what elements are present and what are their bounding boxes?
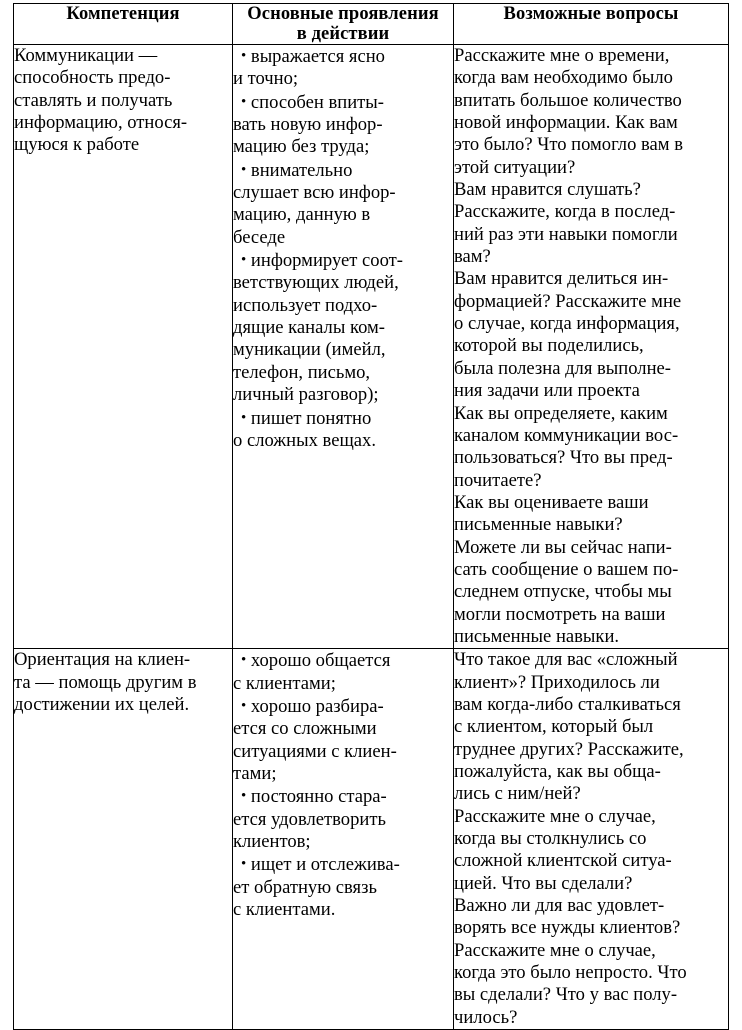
competency-cell [14,649,233,1030]
text-line: письменные навыки? [454,514,623,536]
text-line: муникации (имейл, [233,339,386,361]
text-line: личный разговор); [233,384,379,406]
list-item-label: внимательно [246,159,353,181]
text-line [233,649,453,672]
text-line: ветствующих людей, [233,272,399,294]
bullet-icon: • [241,409,247,426]
table-row [14,649,729,1030]
text-line: Расскажите мне о случае, [454,805,656,827]
text-line: ний раз эти навыки помогли [454,223,678,245]
list-item [233,649,453,695]
table-header [14,4,729,45]
text-line: письменные навыки. [454,625,620,647]
list-item-label: хорошо общается [246,650,391,672]
text-line [233,45,453,68]
text-line [233,407,453,430]
text-line: Как вы оцениваете ваши [454,491,649,513]
table-body [14,45,729,1030]
bullet-icon: • [241,93,247,110]
header-line: в действии [296,24,390,44]
competency-text [14,45,232,157]
list-item-label: ищет и отслежива- [246,854,400,876]
list-item-label: постоянно стара- [246,786,387,808]
header-row [14,4,729,45]
list-item [233,249,453,406]
text-line: новой информации. Как вам [454,112,678,134]
text-line: следнем отпуске, чтобы мы [454,581,672,603]
list-item [233,853,453,921]
text-line: пользоваться? Что вы пред- [454,447,673,469]
text-line: Можете ли вы сейчас напи- [454,536,672,558]
text-line [233,853,453,876]
text-line: вам когда-либо сталкиваться [454,693,681,715]
text-line: могли посмотреть на ваши [454,603,666,625]
header-line: Основные проявления [247,4,439,24]
text-line: с клиентом, который был [454,716,654,738]
text-line: каналом коммуникации вос- [454,424,679,446]
text-line: Расскажите мне о случае, [454,939,656,961]
text-line: Как вы определяете, каким [454,402,668,424]
text-line: мацию без труда; [233,136,370,158]
text-line: телефон, письмо, [233,361,371,383]
text-line: Ориентация на клиен- [14,649,191,671]
list-item [233,91,453,159]
text-line: вам? [454,246,491,268]
competency-text [14,649,232,716]
text-line: и точно; [233,68,299,90]
text-line: способность предо- [14,67,171,89]
text-line: слушает всю инфор- [233,182,396,204]
text-line: о сложных вещах. [233,429,376,451]
text-line: вать новую инфор- [233,114,383,136]
questions-text [454,649,728,1029]
text-line: клиентов; [233,831,311,853]
text-line [233,159,453,182]
list-item [233,159,453,249]
text-line: Вам нравится делиться ин- [454,268,669,290]
text-line: Коммуникации — [14,45,158,66]
text-line: когда вы столкнулись со [454,828,647,850]
text-line: когда это было непросто. Что [454,962,687,984]
text-line: Расскажите, когда в послед- [454,201,676,223]
text-line: которой вы поделились, [454,335,644,357]
text-line: щуюся к работе [14,134,140,156]
text-line: Важно ли для вас удовлет- [454,895,665,917]
text-line: была полезна для выполне- [454,357,671,379]
behaviour-list [233,45,453,452]
text-line [233,695,453,718]
column-header-questions [454,4,729,45]
list-item [233,45,453,91]
questions-text [454,45,728,648]
text-line: ворять все нужды клиентов? [454,917,681,939]
bullet-icon: • [241,788,247,805]
competency-cell [14,45,233,649]
list-item [233,695,453,785]
text-line: ется удовлетворить [233,808,386,830]
text-line [233,249,453,272]
bullet-icon: • [241,697,247,714]
text-line: клиент»? Приходилось ли [454,671,660,693]
text-line: та — помощь другим в [14,671,197,693]
behaviours-cell [233,649,454,1030]
text-line: этой ситуации? [454,156,576,178]
list-item [233,785,453,853]
text-line: чилось? [454,1006,518,1028]
text-line: впитать большое количество [454,89,682,111]
text-line [233,91,453,114]
text-line: достижении их целей. [14,693,190,715]
text-line: с клиентами. [233,899,336,921]
text-line: цией. Что вы сделали? [454,872,633,894]
list-item [233,407,453,453]
text-line: вы сделали? Что у вас полу- [454,984,678,1006]
text-line [233,785,453,808]
bullet-icon: • [241,161,247,178]
text-line: формацией? Расскажите мне [454,290,682,312]
questions-cell [454,45,729,649]
bullet-icon: • [241,252,247,269]
column-header-behaviours [233,4,454,45]
text-line: сложной клиентской ситуа- [454,850,672,872]
text-line: мацию, данную в [233,204,371,226]
competency-table [13,3,729,1030]
list-item-label: пишет понятно [246,407,372,429]
list-item-label: информирует соот- [246,250,403,272]
behaviours-cell [233,45,454,649]
text-line: Расскажите мне о времени, [454,45,670,66]
table-row [14,45,729,649]
text-line: лись с ним/ней? [454,783,581,805]
text-line: Вам нравится слушать? [454,179,641,201]
bullet-icon: • [241,856,247,873]
text-line: ния задачи или проекта [454,380,640,402]
text-line: дящие каналы ком- [233,317,385,339]
text-line: тами; [233,763,277,784]
header-line: Возможные вопросы [503,4,679,24]
text-line: использует подхо- [233,294,378,316]
text-line: Что такое для вас «сложный [454,649,678,671]
bullet-icon: • [241,48,247,64]
text-line: о случае, когда информация, [454,313,680,335]
text-line: почитаете? [454,469,542,491]
text-line: с клиентами; [233,672,336,694]
text-line: это было? Что помогло вам в [454,134,683,156]
text-line: ется со сложными [233,718,377,740]
header-line: Компетенция [66,4,180,24]
behaviour-list [233,649,453,921]
text-line: ситуациями с клиен- [233,740,397,762]
text-line: ставлять и получать [14,89,173,111]
bullet-icon: • [241,652,247,669]
text-line: труднее других? Расскажите, [454,738,684,760]
text-line: беседе [233,226,286,248]
text-line: когда вам необходимо было [454,67,673,89]
text-line: ет обратную связь [233,876,377,898]
column-header-competency [14,4,233,45]
list-item-label: хорошо разбира- [246,695,384,717]
questions-cell [454,649,729,1030]
text-line: информацию, относя- [14,112,188,134]
text-line: сать сообщение о вашем по- [454,558,679,580]
list-item-label: способен впиты- [246,91,384,113]
list-item-label: выражается ясно [246,46,385,67]
text-line: пожалуйста, как вы обща- [454,761,661,782]
